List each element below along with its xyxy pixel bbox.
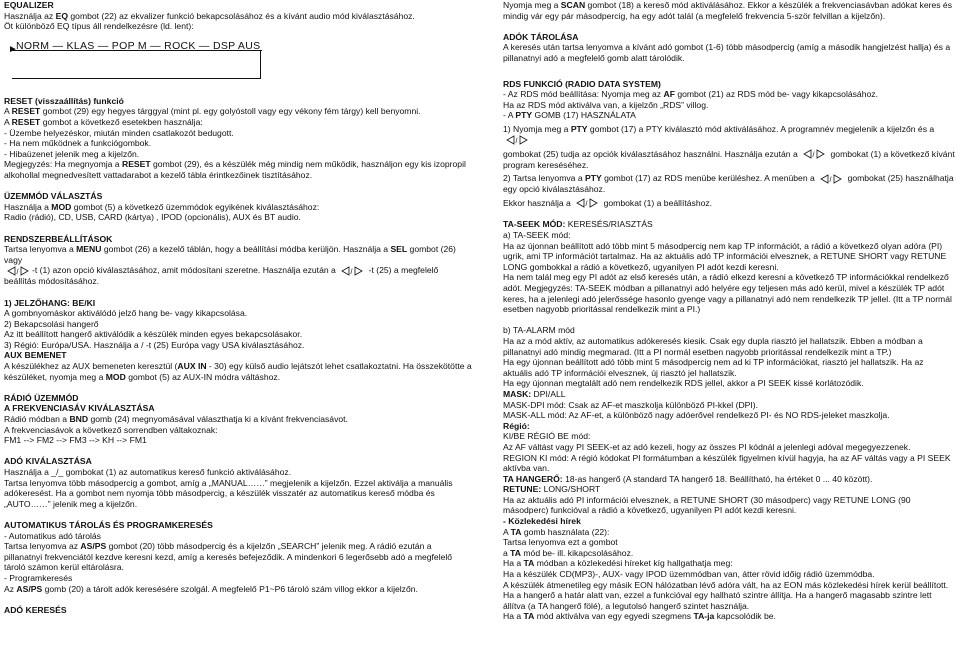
traffic-heading: - Közlekedési hírek: [503, 516, 581, 527]
auto-store-text: Tartsa lenyomva az AS/PS gombot (20) több másodpercig és a kijelzőn „SEARCH” jelenik meg. A rádió ezután a pillanatnyi frekvenciától kezdve keresni kezd, amíg a keresés befejeződik. A mindenkori 6 legerősebb adó a megfelelő tároló számon kerül eltárolásra.: [4, 541, 453, 573]
aux-heading: AUX BEMENET: [4, 350, 67, 361]
band-order-text: A frekvenciasávok a következő sorrendben váltakoznak:: [4, 424, 218, 435]
traffic-text-4: Ha a TA módban a közlekedési híreket kíg hallgathatja meg:: [503, 558, 733, 569]
traffic-text-7: Ha a hangerő a határ alatt van, ezzel a funkcióval egy hallható szintre állítja. Ha a hangerő magasabb szintre lett állítva (a TA hangerő fölé), a legutolsó hangerő szintet használja.: [503, 590, 932, 611]
mode-list: Radio (rádió), CD, USB, CARD (kártya) , IPOD (opcionális), AUX és BT audio.: [4, 212, 301, 223]
mask-all-text: MASK-ALL mód: Az AF-et, a különböző nagy adóerővel rendelkező PI- és NO RDS-jeleket maszkolja.: [503, 410, 890, 421]
pty-text-3: 2) Tartsa lenyomva a PTY gombot (17) az RDS menübe kerüléshez. A menüben a / gombokat (25) használhatja egy opció kiválasztásához.: [503, 173, 954, 195]
region-text-1: KI/BE RÉGIÓ BE mód:: [503, 431, 591, 442]
prev-next-icon: [817, 174, 845, 185]
svg-text:/: /: [585, 201, 588, 209]
aux-text: A készülékhez az AUX bemeneten keresztül (AUX IN - 30) egy külső audio lejátszót lehet csatlakoztatni. Ha összekötötte a készüléket, nyomja meg a MOD gombot (5) az AUX-IN módra váltáshoz.: [4, 361, 472, 382]
mode-heading: ÜZEMMÓD VÁLASZTÁS: [4, 191, 103, 202]
ta-seek-text-2: Ha nem talál meg egy PI adót az első keresés után, a rádió elkezd keresni a következő TP információkkal rendelkező adót. Megjegyzés: TA-SEEK módban a pillanatnyi adó helyére egy teljesen más adó kerül, mivel a kész‍ülék TP adót keres, ha a jelenlegi adó jelerőssége hasonlo gyenge vagy a pillanatnyi adó nem rendelkezik TP jellel. (Itt a TP normál esetben nagyobb prioritással rendelkezik mint a PI.): [503, 272, 952, 315]
system-heading: RENDSZERBEÁLLÍTÁSOK: [4, 233, 113, 244]
system-text-3: beállítás módosításához.: [4, 276, 100, 287]
right-column: [503, 0, 955, 622]
ta-seek-sub: a) TA-SEEK mód:: [503, 230, 571, 241]
prev-next-icon: [503, 135, 531, 146]
store-heading: ADÓK TÁROLÁSA: [503, 31, 579, 42]
reset-cases-text: A RESET gombot a következő esetekben használja:: [4, 116, 203, 127]
reset-case-3: - Hibaüzenet jelenik meg a kijelzőn.: [4, 148, 140, 159]
pty-text-1: 1) Nyomja meg a PTY gombot (17) a PTY kiválasztó mód aktiválásához. A programnév megjelenik a kijelzőn és a /: [503, 123, 935, 145]
rds-text-1: - Az RDS mód beállítása: Nyomja meg az AF gombot (21) az RDS mód be- vagy kikapcsolásához.: [503, 89, 878, 100]
reset-text: A RESET gombot (29) egy hegyes tárggyal (mint pl. egy golyóstoll vagy egy vékony fém tárgy) kell benyomni.: [4, 106, 421, 117]
equalizer-text: Használja az EQ gombot (22) az ekvalizer funkció bekapcsolásához és a kívánt audio mód kiválasztásához.: [4, 10, 415, 21]
beep-text: A gombnyomáskor aktiválódó jelző hang be- vagy kikapcsolása.: [4, 308, 248, 319]
pty-text-4: Ekkor használja a / gombokat (1) a beállításhoz.: [503, 197, 713, 209]
scan-text: Nyomja meg a SCAN gombot (18) a kereső mód aktiválásához. Ekkor a készülék a frekvenciasávban adókat keres és mindig vár egy pár másodpercig, ha egy adót talál (a megfelelő frekvencia 5-ször felvillan a kijelzőn).: [503, 0, 953, 21]
band-sequence: FM1 --> FM2 --> FM3 --> KH --> FM1: [4, 435, 147, 446]
ta-volume-text: TA HANGERŐ: 18-as hangerő (A standard TA hangerő 18. Beállítható, ha értéket 0 ... 40 között).: [503, 473, 873, 484]
region-text-2: Az AF váltást vagy PI SEEK-et az adó kezeli, hogy az összes PI kódnál a jelenlegi adóval megegyezzenek.: [503, 441, 911, 452]
reset-note: Megjegyzés: Ha megnyomja a RESET gombot (29), és a készülék még mindig nem működik, használjon egy kis izopropil alkohollal megnedvesített vattadarabot a kezelő tábla érintkezőinek tisztításához.: [4, 159, 466, 180]
pty-text-2: gombokat (25) tudja az opciók kiválasztásához használni. Használja ezután a / gombokat (1) a következő kívánt program kereséséhez.: [503, 148, 955, 170]
band-text: Rádió módban a BND gomb (24) megnyomásával választhatja ki a kívánt frekvenciasávot.: [4, 414, 348, 425]
region-text-3: REGION KI mód: A régió kódokat PI formátumban a készülék figyelmen kívül hagyja, ha az AF váltás vagy a PI SEEK aktívba van.: [503, 452, 951, 474]
system-text: Tartsa lenyomva a MENU gombot (26) a kezelő táblán, hogy a beállítási módba kerüljön. Használja a SEL gombot (26) vagy: [4, 244, 456, 265]
system-text-2: / -t (1) azon opció kiválasztásához, amit módosítani szeretne. Használja ezután a / -t (25) a megfelelő: [4, 265, 472, 276]
traffic-text-1: A TA gomb használata (22):: [503, 526, 610, 537]
ta-alarm-text-1: Ha az a mód aktív, az automatikus adókeresés kiesik. Csak egy dupla riasztó jel hallatszik. Ebben a módban a pillanatnyi adó mindig megmarad. (Itt a PI normál esetben nagyobb prioritással rendelkezik mint a TP.): [503, 335, 923, 357]
prev-next-icon: [4, 266, 32, 277]
volume-text: 2) Bekapcsolási hangerő: [4, 318, 99, 329]
region-text: 3) Régió: Európa/USA. Használja a / -t (25) Európa vagy USA kiválasztásához.: [4, 339, 305, 350]
station-search-heading: ADÓ KERESÉS: [4, 604, 67, 615]
beep-heading: 1) JELZŐHANG: BE/KI: [4, 297, 96, 308]
store-text: A keresés után tartsa lenyomva a kívánt adó gombot (1-6) több másodpercig (amíg a második hangjelzést hallja) és a pillanatnyi adó a megfelelő gomb alatt tárolódik.: [503, 42, 951, 63]
station-select-heading: ADÓ KIVÁLASZTÁSA: [4, 456, 92, 467]
ta-alarm-sub: b) TA-ALARM mód: [503, 325, 575, 336]
mask-dpi-text: MASK-DPI mód: Csak az AF-et maszkolja különböző PI-kkel (DPI).: [503, 399, 759, 410]
station-select-text: Használja a _/_ gombokat (1) az automatikus kereső funkció aktiválásához.: [4, 467, 292, 477]
pty-heading: - A PTY GOMB (17) HASZNÁLATA: [503, 110, 636, 121]
prev-next-icon: [338, 266, 366, 277]
mode-text: Használja a MOD gombot (5) a következő üzemmódok egyikének kiválasztásához:: [4, 201, 320, 212]
program-search-text: Az AS/PS gomb (20) a tárolt adók keresésére szolgál. A megfelelő P1~P6 tároló szám villog ekkor a kijelzőn.: [4, 583, 418, 594]
svg-text:/: /: [16, 268, 19, 276]
eq-chain-label: NORM — KLAS — POP M — ROCK — DSP AUS: [16, 39, 261, 52]
reset-heading: RESET (visszaállítás) funkció: [4, 95, 124, 106]
left-column: [4, 0, 472, 615]
eq-chain-diagram: [4, 38, 472, 80]
arrow-right-icon: ►: [8, 43, 18, 55]
reset-case-2: - Ha nem működnek a funkciógombok.: [4, 138, 152, 149]
region-heading: Régió:: [503, 420, 530, 431]
svg-text:/: /: [812, 152, 815, 160]
ta-alarm-text-2: Ha egy újonnan beállított adó több mint 5 másodpercig nem ad ki TP információkat, riasztó jel hallatszik. Ha az aktuális adó TP információi elvesznek, új riasztó jel hallatszik.: [503, 357, 924, 378]
ta-seek-heading: TA-SEEK MÓD: KERESÉS/RIASZTÁS: [503, 219, 653, 230]
rds-heading: RDS FUNKCIÓ (RADIO DATA SYSTEM): [503, 78, 661, 89]
equalizer-heading: EQUALIZER: [4, 0, 54, 10]
svg-text:/: /: [515, 137, 518, 145]
band-heading: A FREKVENCIASÁV KIVÁLASZTÁSA: [4, 403, 155, 414]
ta-seek-text-1: Ha az újonnan beállított adó több mint 5 másodpercig nem kap TP információt, a rádió a következő olyan adóra (PI) ugrik, ami TP információt tartalmaz. Ha az aktuális adó TP információi elvesznek, a RETUNE SHORT vagy RETUNE LONG gombokkal a rádió a következő, ugyanilyen PI adót kezdi keresni.: [503, 240, 947, 272]
prev-next-icon: [800, 149, 828, 160]
mask-heading: MASK: DPI/ALL: [503, 388, 566, 399]
traffic-text-5: Ha a készülék CD(MP3)-, AUX- vagy IPOD üzemmódban van, átter rövid időig rádió üzemmódba.: [503, 569, 875, 580]
traffic-text-3: a TA mód be- ill. kikapcsolásához.: [503, 547, 634, 558]
program-search-sub: - Programkeresés: [4, 572, 73, 583]
traffic-text-2: Tartsa lenyomva ezt a gombot: [503, 537, 618, 548]
traffic-text-8: Ha a TA mód aktiválva van egy egyedi szegmens TA-ja kapcsolódik be.: [503, 611, 776, 622]
station-manual-text: Tartsa lenyomva több másodpercig a gombot, amíg a „MANUAL……” megjelenik a kijelzőn. Ezzel aktiválja a manuális adókeresést. Ha a gombot nem nyomja több másodpercig, a készülék visszatér az automatikus kereső módba és „AUTO……” jelenik meg a kijelzőn.: [4, 477, 453, 509]
retune-heading: RETUNE: LONG/SHORT: [503, 484, 601, 495]
radio-heading: RÁDIÓ ÜZEMMÓD: [4, 392, 79, 403]
svg-text:/: /: [350, 268, 353, 276]
traffic-text-6: A készülék átmenetileg egy másik EON hálózatban lévő adóra vált, ha az EON más közlekedési hírek kerül beállított.: [503, 579, 949, 590]
retune-text: Ha az aktuális adó PI információi elvesznek, a RETUNE SHORT (30 másodperc) vagy RETUNE LONG (90 másodperc) funkcióval a rádió a következő, ugyanilyen PI adót kezdi keresni.: [503, 494, 911, 516]
ta-alarm-text-3: Ha egy újonnan megtalált adó nem rendelkezik RDS jellel, akkor a PI SEEK kissé korlátozódik.: [503, 378, 864, 389]
prev-next-icon: [573, 198, 601, 209]
svg-text:/: /: [829, 176, 832, 184]
reset-case-1: - Üzembe helyezéskor, miután minden csatlakozót bedugott.: [4, 127, 234, 138]
volume-desc: Az itt beállított hangerő aktiválódik a készülék minden egyes bekapcsolásakor.: [4, 329, 303, 340]
equalizer-types-text: Öt különböző EQ típus áll rendelkezésre (ld. lent):: [4, 21, 194, 32]
auto-store-sub: - Automatikus adó tárolás: [4, 530, 101, 541]
auto-store-heading: AUTOMATIKUS TÁROLÁS ÉS PROGRAMKERESÉS: [4, 519, 213, 530]
rds-text-2: Ha az RDS mód aktiválva van, a kijelzőn „RDS” villog.: [503, 99, 709, 110]
